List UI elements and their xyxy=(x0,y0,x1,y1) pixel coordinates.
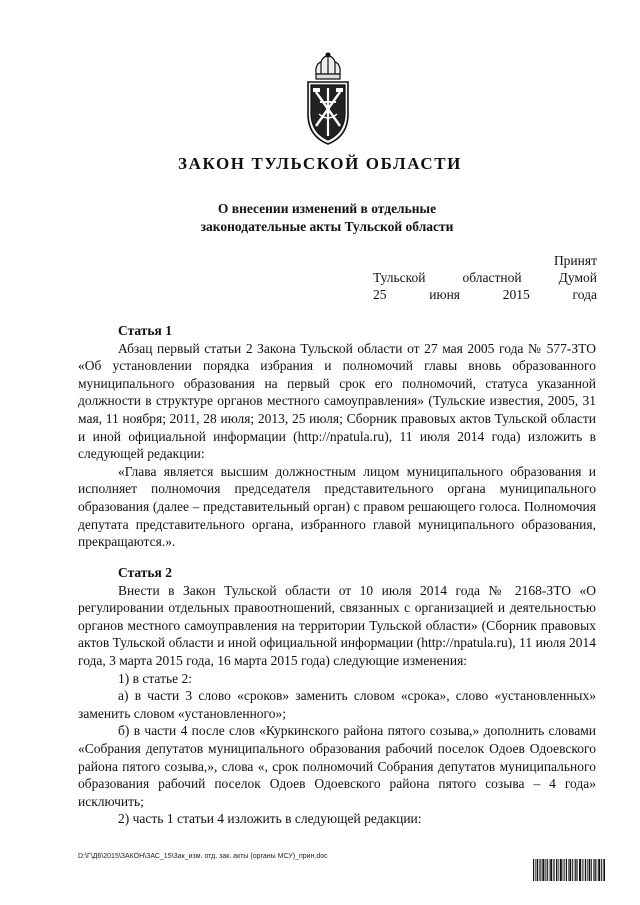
article-2 xyxy=(78,564,596,828)
article-2-item-1b: б) в части 4 после слов «Куркинского района пятого созыва,» дополнить словами «Собрания депутатов муниципального образования рабочий поселок Одоев Одоевского района пятого созыва,», слова «, срок полномочий Собрания депутатов муниципального образования рабочий поселок Одоев Одоевского района пятого созыва – 4 года» исключить; xyxy=(78,723,596,809)
adoption-date-part: 2015 xyxy=(502,287,530,302)
adopted-by-word: областной xyxy=(462,270,522,285)
adoption-date-part: года xyxy=(572,287,597,302)
adoption-date-part: июня xyxy=(429,287,461,302)
adopted-by-word: Тульской xyxy=(373,270,426,285)
adoption-date xyxy=(373,286,597,303)
article-2-heading: Статья 2 xyxy=(118,565,172,580)
article-1-paragraph-2: «Глава является высшим должностным лицом муниципального образования и исполняет полномочия председателя представительного органа муниципального образования (далее – представительный орган) с правом решающего голоса. Полномочия депутата представительного органа, избранного главой муниципального образования, прекращаются.». xyxy=(78,463,596,550)
article-1 xyxy=(78,322,596,551)
law-title: ЗАКОН ТУЛЬСКОЙ ОБЛАСТИ xyxy=(178,154,462,173)
adoption-date-part: 25 xyxy=(373,287,387,302)
barcode-icon xyxy=(533,859,605,881)
adoption-block xyxy=(373,252,597,303)
article-1-paragraph-1: Абзац первый статьи 2 Закона Тульской области от 27 мая 2005 года № 577-ЗТО «Об установлении порядка избрания и полномочий главы вновь образованного муниципального образования на первый срок его полномочий, статуса указанной должности в структуре органов местного самоуправления» (Тульские известия, 2005, 31 мая, 11 ноября; 2011, 28 июля; 2013, 25 июля; Сборник правовых актов Тульской области и иной официальной информации (http://npatula.ru), 11 июля 2014 года) изложить в следующей редакции: xyxy=(78,340,596,462)
article-2-item-1: 1) в статье 2: xyxy=(118,670,192,686)
article-1-heading: Статья 1 xyxy=(118,323,172,338)
adopted-by xyxy=(373,269,597,286)
file-path-footer: D:\Г\Д6\2015\ЗАКОН\ЗАС_15\Зак_изм. отд. зак. акты (органы МСУ)_прин.doc xyxy=(78,853,328,860)
tula-coat-of-arms-icon xyxy=(301,52,355,152)
adopted-label: Принят xyxy=(553,253,597,268)
subject-line-1: О внесении изменений в отдельные xyxy=(217,201,437,216)
subject-line-2: законодательные акты Тульской области xyxy=(200,219,454,234)
law-subject xyxy=(0,200,640,236)
article-2-item-1a: а) в части 3 слово «сроков» заменить словом «срока», слово «установленных» заменить словом «установленного»; xyxy=(78,688,596,721)
adopted-by-word: Думой xyxy=(558,270,597,285)
article-2-paragraph-1: Внести в Закон Тульской области от 10 июля 2014 года № 2168-ЗТО «О регулировании отдельных правоотношений, связанных с организацией и деятельностью органов местного самоуправления на территории Тульской области» (Сборник правовых актов Тульской области и иной официальной информации (http://npatula.ru), 11 июля 2014 года, 3 марта 2015 года, 16 марта 2015 года) следующие изменения: xyxy=(78,582,596,668)
article-2-item-2: 2) часть 1 статьи 4 изложить в следующей редакции: xyxy=(118,811,422,827)
